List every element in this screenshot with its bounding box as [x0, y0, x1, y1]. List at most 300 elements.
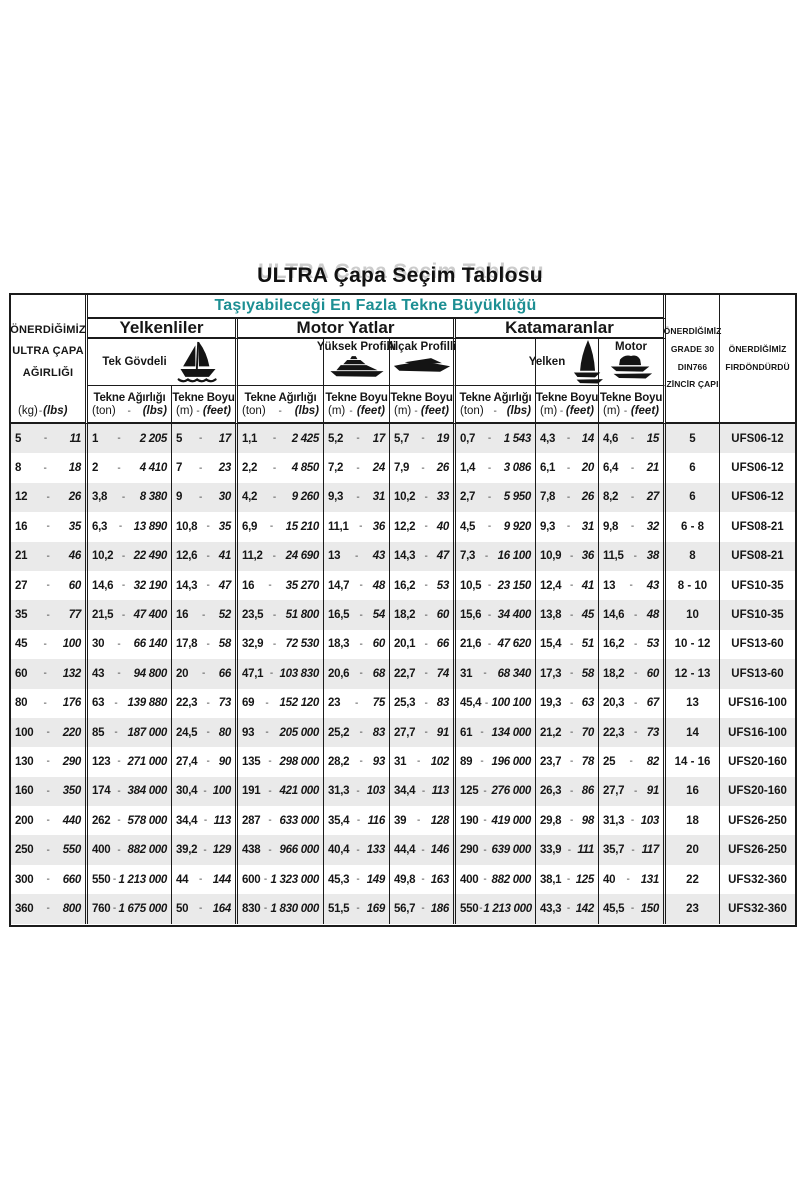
range-dash: - [424, 550, 428, 562]
range-max: 26 [581, 491, 594, 504]
range-dash: - [421, 874, 425, 886]
range-min: 31 [394, 755, 407, 768]
table-cell [88, 894, 172, 923]
table-cell [11, 659, 88, 688]
range-min: 21,6 [460, 638, 482, 651]
range-min: 43 [92, 667, 105, 680]
table-cell [11, 571, 88, 600]
range-dash: - [421, 462, 425, 474]
table-cell [172, 689, 238, 718]
table-cell: 12 - 13 [666, 659, 720, 688]
table-cell [172, 424, 238, 453]
range-min: 45,3 [328, 873, 350, 886]
range-dash: - [356, 815, 360, 827]
table-cell [324, 747, 390, 776]
range-dash: - [569, 697, 573, 709]
range-max: 113 [213, 814, 231, 827]
range-min: 287 [242, 814, 261, 827]
range-min: 44 [176, 873, 189, 886]
range-dash: - [480, 756, 484, 768]
range-dash: - [114, 697, 118, 709]
table-cell: UFS08-21 [731, 520, 784, 533]
range-max: 144 [212, 873, 231, 886]
table-cell [88, 453, 172, 482]
range-dash: - [356, 462, 360, 474]
range-min: 10,2 [92, 550, 114, 563]
range-dash: - [272, 609, 276, 621]
range-min: 63 [92, 697, 105, 710]
range-dash: - [201, 668, 206, 680]
table-cell [536, 571, 599, 600]
range-min: 250 [15, 844, 34, 857]
table-cell [238, 806, 324, 835]
range-max: 131 [640, 873, 659, 886]
range-dash: - [356, 903, 360, 915]
range-dash: - [359, 580, 363, 592]
range-min: 16 [242, 579, 255, 592]
range-dash: - [121, 550, 125, 562]
range-max: 14 [581, 432, 594, 445]
range-min: 4,3 [540, 432, 556, 445]
range-max: 128 [430, 814, 449, 827]
range-min: 123 [92, 755, 111, 768]
range-dash: - [487, 433, 491, 445]
table-cell [390, 453, 456, 482]
motor-yacht-high-icon [328, 354, 386, 378]
table-cell [238, 542, 324, 571]
range-dash: - [265, 727, 269, 739]
range-dash: - [356, 874, 360, 886]
range-min: 25 [603, 755, 616, 768]
range-max: 103 [640, 814, 659, 827]
table-cell [390, 571, 456, 600]
range-min: 26,3 [540, 785, 562, 798]
catamaran-sail-cell: Yelken [536, 339, 599, 386]
range-max: 73 [218, 697, 231, 710]
range-max: 73 [646, 726, 659, 739]
table-cell [599, 777, 666, 806]
table-cell [324, 659, 390, 688]
range-min: 49,8 [394, 873, 416, 886]
range-dash: - [629, 756, 633, 768]
range-dash: - [198, 462, 202, 474]
column-header: Tekne Ağırlığı (ton) - (lbs) [238, 386, 324, 424]
table-cell [88, 483, 172, 512]
range-max: 98 [581, 814, 594, 827]
range-dash: - [268, 756, 272, 768]
range-min: 14,7 [328, 579, 350, 592]
range-min: 61 [460, 726, 473, 739]
range-dash: - [359, 727, 363, 739]
range-dash: - [268, 844, 272, 856]
group-header-catamarans: Katamaranlar [456, 319, 666, 339]
range-dash: - [265, 697, 269, 709]
range-max: 74 [436, 667, 449, 680]
range-max: 35 [218, 520, 231, 533]
sailboat-icon [175, 341, 221, 383]
range-min: 16 [176, 609, 189, 622]
range-max: 51 800 [285, 609, 319, 622]
range-max: 53 [436, 579, 449, 592]
range-dash: - [483, 874, 487, 886]
range-max: 41 [218, 550, 231, 563]
range-max: 53 [646, 638, 659, 651]
table-cell: 23 [666, 894, 720, 923]
table-cell [390, 747, 456, 776]
range-min: 14,3 [394, 550, 416, 563]
range-max: 26 [68, 491, 81, 504]
range-max: 31 [372, 491, 385, 504]
column-header: Tekne Ağırlığı (ton) - (lbs) [456, 386, 536, 424]
table-cell [324, 689, 390, 718]
range-dash: - [198, 874, 202, 886]
range-dash: - [206, 727, 210, 739]
group-header-motor-yachts: Motor Yatlar [238, 319, 456, 339]
range-max: 15 210 [285, 520, 319, 533]
range-dash: - [569, 580, 573, 592]
table-cell [324, 453, 390, 482]
range-min: 16,5 [328, 609, 350, 622]
range-min: 39 [394, 814, 407, 827]
range-max: 196 000 [491, 755, 531, 768]
table-cell [324, 424, 390, 453]
range-max: 46 [68, 550, 81, 563]
range-max: 129 [212, 844, 231, 857]
range-min: 438 [242, 844, 261, 857]
range-max: 16 100 [497, 550, 531, 563]
table-cell [390, 659, 456, 688]
range-max: 133 [366, 844, 385, 857]
table-cell: UFS16-100 [728, 697, 787, 710]
table-cell [390, 777, 456, 806]
table-cell: 8 [666, 542, 720, 571]
range-dash: - [424, 491, 428, 503]
range-max: 163 [430, 873, 449, 886]
range-min: 32,9 [242, 638, 264, 651]
range-dash: - [424, 521, 428, 533]
range-min: 31 [460, 667, 473, 680]
range-min: 5 [176, 432, 183, 445]
range-dash: - [46, 815, 50, 827]
range-dash: - [630, 462, 634, 474]
table-cell: 13 [666, 689, 720, 718]
range-max: 60 [68, 579, 81, 592]
table-cell [390, 689, 456, 718]
range-dash: - [46, 874, 50, 886]
range-max: 23 [218, 462, 231, 475]
range-dash: - [43, 433, 47, 445]
table-cell [88, 747, 172, 776]
range-max: 440 [62, 814, 81, 827]
range-dash: - [424, 638, 428, 650]
table-cell [11, 512, 88, 541]
range-dash: - [416, 815, 420, 827]
range-min: 18,2 [603, 667, 625, 680]
range-min: 20,1 [394, 638, 416, 651]
range-max: 23 150 [497, 579, 531, 592]
table-cell [599, 453, 666, 482]
range-max: 5 950 [503, 491, 531, 504]
range-max: 111 [577, 844, 594, 857]
range-dash: - [569, 785, 573, 797]
range-max: 220 [62, 726, 81, 739]
range-dash: - [480, 727, 484, 739]
range-max: 24 [372, 462, 385, 475]
table-cell [536, 542, 599, 571]
range-min: 830 [242, 902, 261, 915]
table-cell: UFS32-360 [728, 873, 787, 886]
table-cell [390, 865, 456, 894]
range-dash: - [46, 727, 50, 739]
table-cell [88, 630, 172, 659]
range-min: 7 [176, 462, 183, 475]
table-cell: 6 [666, 453, 720, 482]
table-cell [11, 542, 88, 571]
table-cell [536, 424, 599, 453]
range-min: 18,3 [328, 638, 350, 651]
range-dash: - [117, 815, 121, 827]
range-max: 2 425 [291, 432, 319, 445]
range-dash: - [203, 844, 207, 856]
table-cell [11, 600, 88, 629]
range-max: 152 120 [279, 697, 319, 710]
table-cell [172, 659, 238, 688]
range-dash: - [487, 580, 491, 592]
range-max: 550 [62, 844, 81, 857]
range-max: 60 [436, 609, 449, 622]
table-cell [599, 542, 666, 571]
range-dash: - [633, 668, 637, 680]
range-min: 9,8 [603, 520, 619, 533]
table-cell: 6 - 8 [666, 512, 720, 541]
table-cell [238, 630, 324, 659]
table-cell [599, 483, 666, 512]
range-min: 15,6 [460, 609, 482, 622]
table-cell [599, 865, 666, 894]
motor-yacht-low-icon [393, 354, 451, 374]
table-cell [11, 777, 88, 806]
range-min: 290 [460, 844, 479, 857]
range-min: 1,1 [242, 432, 258, 445]
range-dash: - [424, 727, 428, 739]
range-dash: - [569, 638, 573, 650]
range-max: 1 323 000 [270, 873, 319, 886]
range-dash: - [117, 638, 121, 650]
range-max: 9 260 [291, 491, 319, 504]
range-dash: - [483, 668, 487, 680]
range-min: 21,5 [92, 609, 114, 622]
range-max: 43 [372, 550, 385, 563]
table-cell [172, 747, 238, 776]
range-dash: - [424, 609, 428, 621]
range-max: 70 [581, 726, 594, 739]
range-dash: - [46, 756, 50, 768]
range-max: 205 000 [279, 726, 319, 739]
table-cell [172, 600, 238, 629]
range-max: 58 [218, 638, 231, 651]
range-dash: - [117, 844, 121, 856]
range-max: 169 [366, 902, 385, 915]
range-dash: - [487, 638, 491, 650]
range-min: 18,2 [394, 609, 416, 622]
range-min: 760 [92, 902, 111, 915]
range-dash: - [567, 844, 571, 856]
range-max: 421 000 [279, 785, 319, 798]
range-min: 5,7 [394, 432, 410, 445]
column-header: Tekne Boyu (m) - (feet) [536, 386, 599, 424]
range-min: 56,7 [394, 902, 416, 915]
range-dash: - [629, 580, 633, 592]
range-min: 16,2 [603, 638, 625, 651]
table-cell [11, 718, 88, 747]
range-min: 11,1 [328, 520, 349, 533]
range-max: 20 [581, 462, 594, 475]
table-cell: 6 [666, 483, 720, 512]
table-cell [536, 659, 599, 688]
range-dash: - [206, 697, 210, 709]
range-min: 9,3 [328, 491, 344, 504]
range-dash: - [121, 491, 125, 503]
range-min: 1,4 [460, 462, 476, 475]
table-cell [172, 571, 238, 600]
range-max: 19 [436, 432, 449, 445]
range-max: 93 [372, 755, 385, 768]
range-max: 66 [436, 638, 449, 651]
range-min: 160 [15, 785, 34, 798]
range-max: 9 920 [503, 520, 531, 533]
table-cell [324, 894, 390, 923]
range-max: 26 [436, 462, 449, 475]
range-max: 45 [581, 609, 594, 622]
range-min: 25,2 [328, 726, 350, 739]
range-max: 72 530 [285, 638, 319, 651]
range-max: 271 000 [127, 755, 167, 768]
range-max: 66 140 [133, 638, 167, 651]
table-cell [88, 659, 172, 688]
table-cell [11, 894, 88, 923]
table-cell [536, 747, 599, 776]
range-dash: - [421, 433, 425, 445]
range-dash: - [566, 903, 570, 915]
range-min: 13,8 [540, 609, 562, 622]
range-min: 174 [92, 785, 111, 798]
table-cell: 22 [666, 865, 720, 894]
range-max: 966 000 [279, 844, 319, 857]
range-max: 276 000 [491, 785, 531, 798]
table-cell [536, 600, 599, 629]
table-cell [88, 689, 172, 718]
monohull-icon-cell: Tek Gövdeli [88, 339, 238, 386]
range-max: 36 [372, 520, 385, 533]
range-dash: - [46, 903, 50, 915]
range-max: 1 830 000 [270, 902, 319, 915]
range-max: 150 [640, 902, 659, 915]
range-max: 90 [218, 755, 231, 768]
range-min: 8,2 [603, 491, 619, 504]
range-min: 4,2 [242, 491, 258, 504]
range-min: 23 [328, 697, 341, 710]
range-min: 12 [15, 491, 28, 504]
range-dash: - [356, 785, 360, 797]
range-dash: - [569, 756, 573, 768]
range-dash: - [424, 668, 428, 680]
table-cell [456, 600, 536, 629]
range-min: 23,7 [540, 755, 562, 768]
group-header-sailboats: Yelkenliler [88, 319, 238, 339]
low-profile-cell: Alçak Profilli [390, 339, 456, 386]
range-max: 91 [436, 726, 449, 739]
range-min: 34,4 [176, 814, 198, 827]
range-max: 75 [372, 697, 385, 710]
table-cell [390, 806, 456, 835]
range-min: 5,2 [328, 432, 344, 445]
table-cell [172, 894, 238, 923]
table-cell [324, 806, 390, 835]
range-dash: - [630, 491, 634, 503]
table-cell [390, 835, 456, 864]
range-max: 82 [646, 755, 659, 768]
table-cell [238, 865, 324, 894]
range-max: 54 [372, 609, 385, 622]
range-dash: - [118, 521, 122, 533]
table-cell: UFS06-12 [720, 424, 795, 453]
table-cell: 14 - 16 [666, 747, 720, 776]
range-dash: - [566, 521, 570, 533]
range-dash: - [359, 756, 363, 768]
range-max: 32 [646, 520, 659, 533]
range-max: 36 [581, 550, 594, 563]
table-cell [456, 483, 536, 512]
range-dash: - [198, 433, 202, 445]
table-cell: UFS16-100 [720, 718, 795, 747]
table-cell [324, 571, 390, 600]
table-cell [599, 600, 666, 629]
table-cell [11, 689, 88, 718]
range-dash: - [268, 580, 272, 592]
range-dash: - [272, 638, 276, 650]
selection-table [9, 293, 797, 927]
table-cell [324, 600, 390, 629]
range-min: 85 [92, 726, 105, 739]
range-dash: - [633, 550, 637, 562]
anchor-weight-units: (kg) - (lbs) [18, 405, 68, 417]
range-min: 6,3 [92, 520, 108, 533]
range-dash: - [421, 903, 425, 915]
range-max: 77 [68, 609, 81, 622]
range-dash: - [43, 668, 47, 680]
table-cell [238, 571, 324, 600]
range-min: 400 [460, 873, 479, 886]
range-min: 2 [92, 462, 99, 475]
table-cell [88, 835, 172, 864]
range-max: 47 [218, 579, 231, 592]
range-min: 35,4 [328, 814, 350, 827]
range-min: 10,8 [176, 520, 198, 533]
range-dash: - [569, 727, 573, 739]
table-cell: UFS06-12 [731, 462, 784, 475]
range-max: 100 100 [491, 697, 531, 710]
range-dash: - [112, 874, 116, 886]
column-header: Tekne Boyu (m) - (feet) [172, 386, 238, 424]
range-min: 600 [242, 873, 261, 886]
range-max: 68 340 [497, 667, 531, 680]
table-cell [456, 424, 536, 453]
range-dash: - [633, 785, 637, 797]
range-min: 200 [15, 814, 34, 827]
range-dash: - [487, 491, 491, 503]
range-min: 27,7 [603, 785, 625, 798]
range-dash: - [359, 609, 363, 621]
